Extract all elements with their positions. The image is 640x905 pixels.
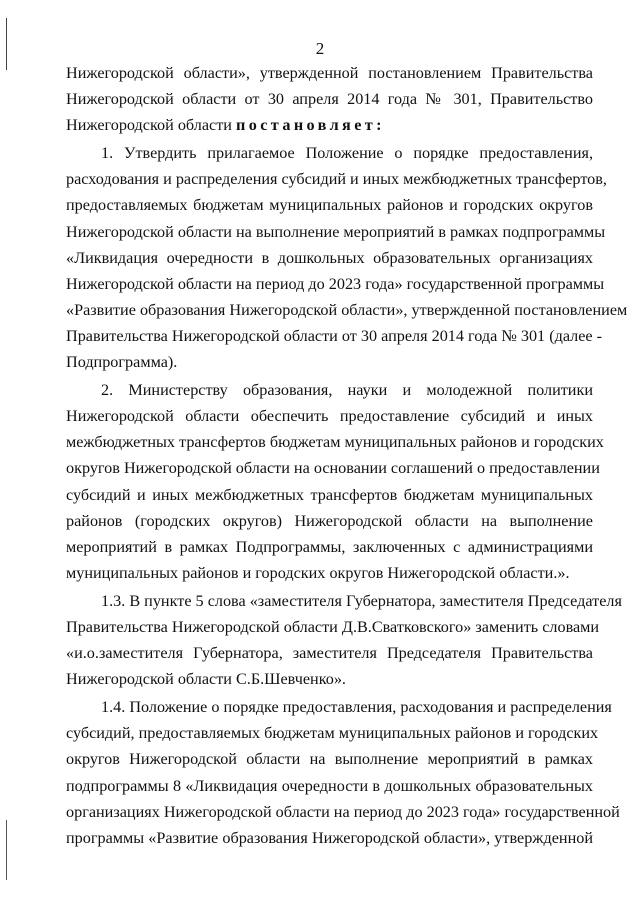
para-line: программы «Развитие образования Нижегородской области», утвержденной xyxy=(66,828,593,847)
para-line: 1.4. Положение о порядке предоставления, расходования и распределения xyxy=(101,698,612,717)
para-line: организациях Нижегородской области на период до 2023 года» государственной xyxy=(66,802,620,821)
para-line: округов Нижегородской области на выполнение мероприятий в рамках xyxy=(66,750,593,769)
paragraph-2 xyxy=(66,377,604,586)
para-line: 2. Министерству образования, науки и молодежной политики xyxy=(101,381,593,400)
para-line: «Развитие образования Нижегородской области», утвержденной постановлением xyxy=(66,300,628,319)
para-line: Правительства Нижегородской области Д.В.Сватковского» заменить словами xyxy=(66,617,600,636)
para-line: подпрограммы 8 «Ликвидация очередности в дошкольных образовательных xyxy=(66,776,593,795)
para-line: субсидий и иных межбюджетных трансфертов бюджетам муниципальных xyxy=(66,485,593,504)
para-line: муниципальных районов и городских округов Нижегородской области.». xyxy=(66,563,570,582)
paragraph-3 xyxy=(66,588,622,692)
resolution-keyword: постановляет: xyxy=(235,116,385,135)
para-line: Подпрограмма). xyxy=(66,353,178,372)
para-line: межбюджетных трансфертов бюджетам муниципальных районов и городских xyxy=(66,433,604,452)
para-line: районов (городских округов) Нижегородской области на выполнение xyxy=(66,511,593,530)
para-line: мероприятий в рамках Подпрограммы, заключенных с администрациями xyxy=(66,537,593,556)
scan-edge-line-bottom xyxy=(6,820,7,880)
intro-line xyxy=(66,112,593,138)
para-line: «и.о.заместителя Губернатора, заместителя Председателя Правительства xyxy=(66,644,593,663)
page-number: 2 xyxy=(315,39,325,58)
intro-last-prefix: Нижегородской области xyxy=(66,116,236,135)
para-line: субсидий, предоставляемых бюджетам муниципальных районов и городских xyxy=(66,724,599,743)
para-line: Правительства Нижегородской области от 30 апреля 2014 года № 301 (далее - xyxy=(66,326,603,345)
para-line: расходования и распределения субсидий и иных межбюджетных трансфертов, xyxy=(66,170,607,189)
para-line: округов Нижегородской области на основании соглашений о предоставлении xyxy=(66,459,600,478)
para-line: Нижегородской области на выполнение мероприятий в рамках подпрограммы xyxy=(66,222,606,241)
para-line: Нижегородской области С.Б.Шевченко». xyxy=(66,670,346,689)
intro-line: Нижегородской области от 30 апреля 2014 года № 301, Правительство xyxy=(66,90,593,109)
para-line: предоставляемых бюджетам муниципальных районов и городских округов xyxy=(66,196,593,215)
para-line: «Ликвидация очередности в дошкольных образовательных организациях xyxy=(66,248,593,267)
paragraph-4 xyxy=(66,694,620,851)
intro-paragraph xyxy=(66,60,593,138)
para-line: 1.3. В пункте 5 слова «заместителя Губернатора, заместителя Председателя xyxy=(101,591,622,610)
para-line: Нижегородской области обеспечить предоставление субсидий и иных xyxy=(66,407,593,426)
para-line: Нижегородской области на период до 2023 года» государственной программы xyxy=(66,274,605,293)
document-body xyxy=(66,60,628,851)
para-line: 1. Утвердить прилагаемое Положение о порядке предоставления, xyxy=(101,144,593,163)
intro-line: Нижегородской области», утвержденной постановлением Правительства xyxy=(66,64,593,82)
paragraph-1 xyxy=(66,140,628,375)
